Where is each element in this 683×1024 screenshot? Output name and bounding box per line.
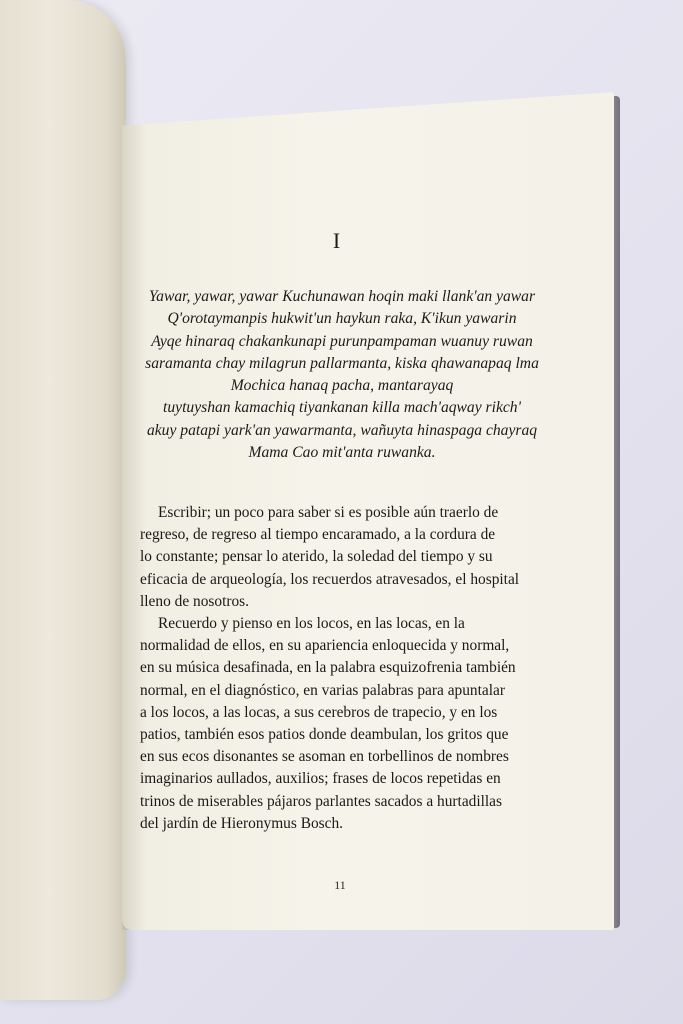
prose-line: normal, en el diagnóstico, en varias palabras para apuntalar [140, 681, 505, 699]
prose-line: lleno de nosotros. [140, 592, 250, 610]
prose-line: lo constante; pensar lo aterido, la soledad del tiempo y su [140, 548, 493, 566]
quechua-poem [112, 286, 572, 464]
poem-line: saramanta chay milagrun pallarmanta, kiska qhawanapaq lma [145, 354, 539, 372]
prose-line: imaginarios aullados, auxilios; frases de locos repetidas en [140, 770, 501, 788]
prose-line: normalidad de ellos, en su apariencia enloquecida y normal, [140, 637, 510, 655]
poem-line: Ayqe hinaraq chakankunapi purunpampaman wuanuy ruwan [151, 332, 533, 350]
prose-line: en sus ecos disonantes se asoman en torbellinos de nombres [140, 748, 509, 766]
poem-line: Mochica hanaq pacha, mantarayaq [230, 377, 454, 395]
prose-text [140, 502, 560, 835]
prose-line: trinos de miserables pájaros parlantes sacados a hurtadillas [140, 792, 502, 810]
prose-line: del jardín de Hieronymus Bosch. [140, 814, 344, 832]
poem-line: tuytuyshan kamachiq tiyankanan killa mach'aqway rikch' [163, 399, 521, 417]
page-number: 11 [334, 878, 346, 892]
prose-line: regreso, de regreso al tiempo encaramado, a la cordura de [140, 526, 496, 544]
poem-line: Mama Cao mit'anta ruwanka. [248, 444, 436, 462]
poem-line: akuy patapi yark'an yawarmanta, wañuyta hinaspaga chayraq [146, 421, 538, 439]
chapter-number: I [332, 228, 342, 253]
prose-line: Recuerdo y pienso en los locos, en las locas, en la [158, 615, 465, 633]
left-book-page [0, 0, 126, 1000]
poem-line: Yawar, yawar, yawar Kuchunawan hoqin maki llank'an yawar [148, 288, 536, 305]
poem-line: Q'orotaymanpis hukwit'un haykun raka, K'ikun yawarin [167, 310, 517, 328]
prose-line: Escribir; un poco para saber si es posible aún traerlo de [158, 504, 499, 521]
prose-line: patios, también esos patios donde deambulan, los gritos que [140, 726, 509, 744]
prose-line: en su música desafinada, en la palabra esquizofrenia también [140, 659, 516, 677]
prose-line: eficacia de arqueología, los recuerdos atravesados, el hospital [140, 570, 520, 588]
prose-line: a los locos, a las locas, a sus cerebros de trapecio, y en los [140, 703, 498, 721]
